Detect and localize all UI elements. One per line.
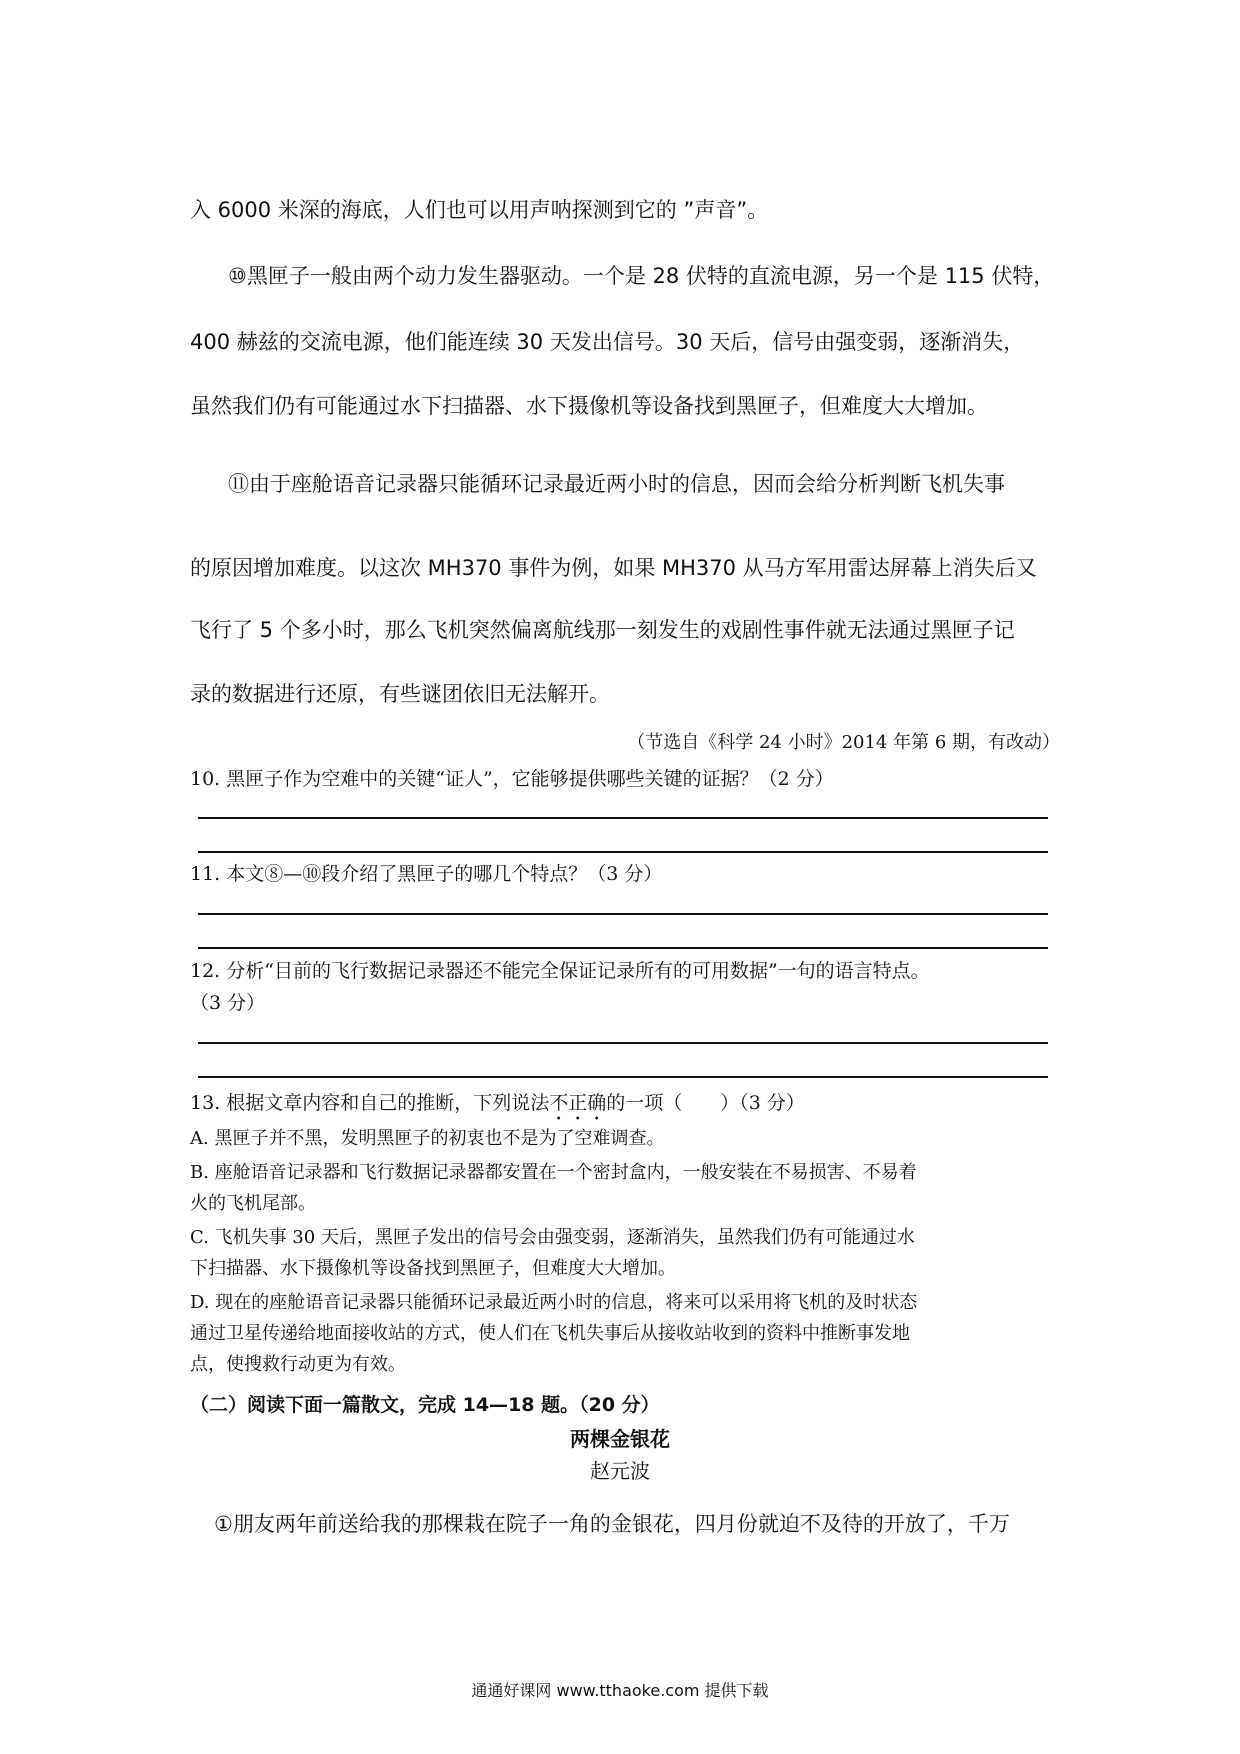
answer-line: [198, 1042, 1048, 1044]
question-13: [190, 1088, 1060, 1125]
option-d-line-3: 点，使搜救行动更为有效。: [190, 1354, 406, 1375]
question-12-line-1: 12. 分析“目前的飞行数据记录器还不能完全保证记录所有的可用数据”一句的语言特点。: [190, 960, 930, 982]
answer-line: [198, 1076, 1048, 1078]
answer-line: [198, 817, 1048, 819]
article-source: （节选自《科学 24 小时》2014 年第 6 期，有改动）: [627, 732, 1060, 753]
question-11: 11. 本文⑧—⑩段介绍了黑匣子的哪几个特点？（3 分）: [190, 863, 663, 885]
essay-author: 赵元波: [590, 1459, 650, 1483]
article-line-7: 飞行了 5 个多小时，那么飞机突然偏离航线那一刻发生的戏剧性事件就无法通过黑匣子记: [190, 618, 1015, 642]
section-2-heading: （二）阅读下面一篇散文，完成 14—18 题。（20 分）: [190, 1394, 660, 1416]
question-12-line-2: （3 分）: [190, 992, 266, 1014]
article-line-8: 录的数据进行还原，有些谜团依旧无法解开。: [190, 682, 610, 706]
article-line-1: 入 6000 米深的海底，人们也可以用声呐探测到它的 ”声音”。: [190, 198, 769, 222]
option-b-line-2: 火的飞机尾部。: [190, 1193, 316, 1214]
page-footer: 通通好课网 www.tthaoke.com 提供下载: [471, 1681, 769, 1700]
option-d-line-1: D. 现在的座舱语音记录器只能循环记录最近两小时的信息，将来可以采用将飞机的及时状态: [190, 1292, 918, 1313]
article-line-4: 虽然我们仍有可能通过水下扫描器、水下摄像机等设备找到黑匣子，但难度大大增加。: [190, 394, 988, 418]
option-c-line-1: C. 飞机失事 30 天后，黑匣子发出的信号会由强变弱，逐渐消失，虽然我们仍有可能通过水: [190, 1227, 915, 1248]
essay-first-line: ①朋友两年前送给我的那棵栽在院子一角的金银花，四月份就迫不及待的开放了，千万: [214, 1512, 1010, 1536]
answer-line: [198, 913, 1048, 915]
question-13-prefix: 13. 根据文章内容和自己的推断，下列说法: [190, 1092, 550, 1114]
option-d-line-2: 通过卫星传递给地面接收站的方式，使人们在飞机失事后从接收站收到的资料中推断事发地: [190, 1323, 910, 1344]
article-line-3: 400 赫兹的交流电源，他们能连续 30 天发出信号。30 天后，信号由强变弱，逐渐消失，: [190, 330, 1025, 354]
article-line-5: ⑪由于座舱语音记录器只能循环记录最近两小时的信息，因而会给分析判断飞机失事: [228, 472, 1005, 496]
answer-line: [198, 947, 1048, 949]
article-line-6: 的原因增加难度。以这次 MH370 事件为例，如果 MH370 从马方军用雷达屏幕上消失后又: [190, 556, 1037, 580]
question-13-emphasis: 不正确: [549, 1092, 607, 1114]
answer-line: [198, 851, 1048, 853]
essay-title: 两棵金银花: [570, 1427, 670, 1451]
option-c-line-2: 下扫描器、水下摄像机等设备找到黑匣子，但难度大大增加。: [190, 1258, 676, 1279]
option-a: A. 黑匣子并不黑，发明黑匣子的初衷也不是为了空难调查。: [190, 1128, 665, 1149]
question-10: 10. 黑匣子作为空难中的关键“证人”，它能够提供哪些关键的证据？（2 分）: [190, 768, 834, 790]
option-b-line-1: B. 座舱语音记录器和飞行数据记录器都安置在一个密封盒内，一般安装在不易损害、不易着: [190, 1162, 917, 1183]
article-line-2: ⑩黑匣子一般由两个动力发生器驱动。一个是 28 伏特的直流电源，另一个是 115 伏特，: [228, 264, 1055, 288]
question-13-suffix: 的一项（ ）（3 分）: [606, 1092, 805, 1114]
